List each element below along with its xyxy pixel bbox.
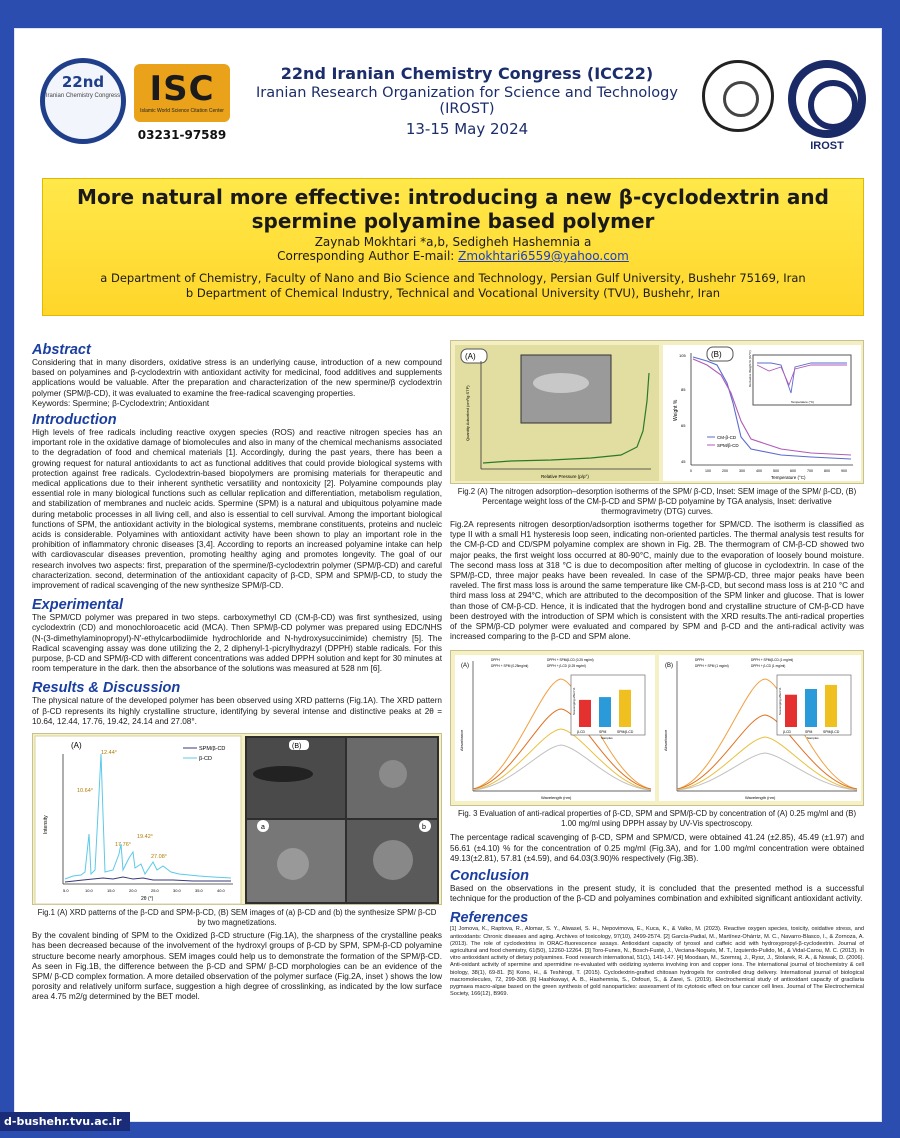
fig2b-ytick: 105 xyxy=(679,353,686,358)
fig1a-legend-2: β-CD xyxy=(199,756,212,763)
figure-3-svg xyxy=(451,651,865,807)
affiliations: a Department of Chemistry, Faculty of Nano and Bio Science and Technology, Persian Gulf University, Bushehr 75169, Iran b Department of Chemical Industry, Technical and Vocational University (TVU), Bushehr, Iran xyxy=(100,271,806,300)
scavenging-bar xyxy=(619,690,631,727)
fig1a-legend-1: SPM/β-CD xyxy=(199,746,226,753)
fig1b-label: (B) xyxy=(292,743,302,751)
fig2b-xtick: 200 xyxy=(722,469,728,473)
fig3a-bar-ylabel: Scavenging effect % xyxy=(572,688,576,716)
experimental-text: The SPM/CD polymer was prepared in two steps. carboxymethyl CD (CM-β-CD) was first synthesized, using cyclodextrin (CD) and monochloroacetic acid (MCA). Then SPM/β-CD polymer was prepared using EDC/NHS (N-(3-dimethylaminopropyl)-N'-ethylcarbodiimide hydrochloride and N-hydroxysuccinimide) chemistry [5]. The Radical scavenging assay was done utilizing the 2, 2 diphenyl-1-picrylhydrazyl (DPPH) stable radicals. For this purpose, β-CD and SPM/β-CD with different concentrations was added DPPH solution and kept for 30 minutes at room temperature in the dark. then the absorbance of the solutions was measured at 528 nm [6]. xyxy=(32,613,442,674)
fig3a-legend-4: DPPH + β-CD (0.25 mg/ml) xyxy=(547,664,586,669)
fig1a-peak-5: 27.08° xyxy=(151,854,167,861)
figure-3-caption: Fig. 3 Evaluation of anti-radical properties of β-CD, SPM and SPM/β-CD by concentration of (A) 0.25 mg/ml and (B) 1.00 mg/ml using DPPH assay by UV-Vis spectroscopy. xyxy=(457,809,857,829)
references-heading: References xyxy=(450,910,529,927)
figure-2-svg xyxy=(451,341,865,485)
sem-particle xyxy=(373,840,413,880)
fig1a-xtick: 5.0 xyxy=(63,888,69,894)
fig2b-inset-ylabel: Derivative Weight % (%/°C) xyxy=(748,350,752,387)
fig1b-panel-a: a xyxy=(261,824,265,832)
congress-info xyxy=(240,64,694,138)
fig2b-ytick: 65 xyxy=(681,423,686,428)
scavenging-bar xyxy=(599,698,611,728)
congress-name: 22nd Iranian Chemistry Congress (ICC22) xyxy=(280,64,654,83)
site-footer-link[interactable]: d-bushehr.tvu.ac.ir xyxy=(0,1112,130,1131)
fig3b-legend-3: DPPH + SPM (1 mg/ml) xyxy=(695,664,729,669)
fig2b-xtick: 900 xyxy=(841,469,847,473)
fig3a-xlabel: Wavelength (nm) xyxy=(541,795,572,801)
fig3b-legend-4: DPPH + β-CD (1 mg/ml) xyxy=(751,664,786,669)
results-text-2: By the covalent binding of SPM to the Oxidized β-CD structure (Fig.1A), the sharpness of the crystalline peaks has been decreased because of the involvement of the hydroxyl groups of β-CD by SPM, SPM-β-CD polyamine structure become nearly amorphous. SEM images could help us to demonstrate the formation of the SPM/β-CD. As seen in Fig.1B, the difference between the β-CD and SPM/ β-CD morphologies can be an evidence of the SPM/ β-CD complex formation. A more detailed observation of the polymer surface (Fig.2A, inset ) shows the low porosity and relatively uniform surface, suggestion a high degree of crosslinking, as indicated by the low surface area 4.75 m2/g determined by the BET model. xyxy=(32,931,442,1002)
scavenging-bar xyxy=(825,685,837,727)
fig1a-xtick: 15.0 xyxy=(107,888,115,894)
fig3a-bar-xlabel: Samples xyxy=(601,736,613,741)
left-column xyxy=(32,340,442,1003)
abstract-heading: Abstract xyxy=(32,342,91,358)
irost-label: IROST xyxy=(810,140,844,152)
fig3b-legend-2: DPPH + SPM/β-CD (1 mg/ml) xyxy=(751,658,794,663)
fig3a-legend-3: DPPH + SPM (0.25mg/ml) xyxy=(491,664,529,669)
fig1a-peak-1: 12.44° xyxy=(101,750,117,757)
poster-header xyxy=(30,48,872,156)
organizer-name: Iranian Research Organization for Science and Technology (IROST) xyxy=(256,85,678,117)
fig1a-xlabel: 2θ (°) xyxy=(141,896,154,903)
fig3b-bar-ylabel: Scavenging effect % xyxy=(778,688,782,716)
isc-code: 03231-97589 xyxy=(137,128,227,142)
chemical-society-seal xyxy=(702,60,774,132)
fig3b-ylabel: Absorbance xyxy=(663,730,668,752)
fig2a-label: (A) xyxy=(465,352,476,361)
scavenging-bar xyxy=(579,700,591,727)
fig3a-ylabel: Absorbance xyxy=(459,730,464,752)
fig2a-xlabel: Relative Pressure (p/p°) xyxy=(541,474,589,479)
fig2b-label: (B) xyxy=(711,350,722,359)
fig2b-inset-xlabel: Temperature (°C) xyxy=(791,400,815,404)
fig1a-xtick: 10.0 xyxy=(85,888,93,894)
fig2b-xtick: 700 xyxy=(807,469,813,473)
isc-logo: ISC Islamic World Science Citation Center xyxy=(134,64,230,122)
results-text-3: Fig.2A represents nitrogen desorption/adsorption isotherms together for SPM/CD. The isotherm is classified as type II with a small H1 hysteresis loop seen, indicating non-oriented particles. The thermal analysis test results for the CM-β-CD and CD/SPM polyamine complex are shown in Fig. 2B. The thermogram of CM-β-CD showed two major peaks, the first weight loss occurred at 80-90°C, mainly due to the evaporation of loosely bound moisture. The second mass loss at 318 °C is due to decomposition after melting of glucose in cyclodextrin. In case of the SPM/β-CD, three major peaks have been revealed. In case of the SPM/β-CD, three major peaks have been raveled. The first mass loss is around the same temperature like CM-β-CD, but second mass loss is at 210 °C and third mass loss at 294°C, which are attributed to the decomposition of the SPM linker and glucose. That is lower than those of CM-β-CD. Hence, it is indicated that the hydrogen bond and crystalline structure of CM-β-CD have been destroyed with the introduction of SPM which is consistent with the XRD results.The anti-radical properties of the SPM/β-CD polymer were evaluated and compared by SPM and β-CD and the anti-radical activity was increased comparing to the β-CD and SPM alone. xyxy=(450,520,864,642)
fig1a-peak-3: 19.42° xyxy=(137,834,153,841)
fig1b-panel xyxy=(245,736,439,904)
fig2b-legend-2: SPM/β-CD xyxy=(717,443,739,448)
title-block xyxy=(42,178,864,316)
experimental-heading: Experimental xyxy=(32,597,124,614)
fig3a-legend-1: DPPH xyxy=(491,658,500,663)
fig1b-panel-b: b xyxy=(422,824,426,832)
fig3a-legend-2: DPPH + SPM/β-CD (0.25 mg/ml) xyxy=(547,658,594,663)
fig3b-bar-label: SPM/β-CD xyxy=(823,730,840,735)
fig2b-xtick: 0 xyxy=(690,469,692,473)
fig1a-peak-4: 17.76° xyxy=(115,842,131,849)
fig1a-xtick: 25.0 xyxy=(151,888,159,894)
fig2b-xtick: 800 xyxy=(824,469,830,473)
scavenging-bar xyxy=(805,689,817,727)
fig1a-ylabel: Intensity xyxy=(43,815,49,835)
fig1a-xtick: 20.0 xyxy=(129,888,137,894)
keywords: Keywords: Spermine; β-Cyclodextrin; Antioxidant xyxy=(32,398,210,408)
fig3b-bar-label: β-CD xyxy=(783,730,791,735)
fig2b-xtick: 100 xyxy=(705,469,711,473)
right-column xyxy=(450,340,864,998)
introduction-heading: Introduction xyxy=(32,412,117,429)
abstract-text: Considering that in many disorders, oxidative stress is an underlying cause, introduction of a new compound based on polyamines and β-cyclodextrin with antioxidant activity for medicinal, food additives and supplements applications would be valuable. After the preparation and characterization of the new spermine/β cyclodextrin polymer (SPM/β-CD), it was evaluated to examine the free-radical scavenging properties. xyxy=(32,358,442,398)
fig1a-xtick: 35.0 xyxy=(195,888,203,894)
authors: Zaynab Mokhtari *a,b, Sedigheh Hashemnia a xyxy=(314,235,592,249)
fig3a-bar-label: β-CD xyxy=(577,730,585,735)
fig2b-ylabel: Weight % xyxy=(673,399,679,421)
fig3b-legend-1: DPPH xyxy=(695,658,704,663)
fig2a-ylabel: Quantity Adsorbed (cm³/g STP) xyxy=(465,385,470,441)
figure-1-svg xyxy=(33,734,441,906)
sem-crack xyxy=(253,766,313,782)
fig2b-xtick: 500 xyxy=(773,469,779,473)
sem-particle xyxy=(277,848,309,880)
figure-3 xyxy=(450,650,864,806)
figure-2-caption: Fig.2 (A) The nitrogen adsorption–desorption isotherms of the SPM/ β-CD, Inset: SEM image of the SPM/ β-CD, (B) Percentage weight loss of the CM-β-CD and SPM/ β-CD polyamine by TGA analysis, Inset: derivative thermogravimetry (DTG) curves. xyxy=(457,487,857,516)
fig1a-xtick: 40.0 xyxy=(217,888,225,894)
sem-particle xyxy=(533,373,589,393)
fig2b-legend-1: CM-β-CD xyxy=(717,435,737,440)
irost-logo xyxy=(788,60,866,138)
congress-date: 13-15 May 2024 xyxy=(405,120,529,138)
introduction-text: High levels of free radicals including reactive oxygen species (ROS) and reactive nitrogen species has an important role in the oxidative damage of biomolecules and also in many of the chemical mechanisms associated to the degradation of food and chemical materials [1]. Accordingly, during the past years, there has been a growing request for natural antioxidants to act as functional additives that could provide biological systems with protection against free radicals. Cyclodextrin-based biopolymers are promising materials for therapeutic and medical applications due to their inherent synthetic versatility and nontoxicity [2]. Polyamine compounds play essential role in many biological functions such as cellular replication and differentiation, metabolism regulation, and stabilization of membranes and nucleic acids. Spermine (SPM) is a natural and ubiquitous polyamine made during metabolic processes in all living cell, and also is essential to cell survival. Among the important biological functions of SPM, the antioxidant activity in the biological systems, membrane constituents, proteins and nucleic acids is considerable. Polyamines with antioxidant activity have been shown to play an important role in the prohibition of inflammatory chronic diseases [3,4]. According to reports an increased polyamine intake can help with cardiovascular diseases prevention, promoting healthy aging and promotes longevity. The goal of our research involves two aspects: first, preparation of the spermine/β-cyclodextrin polymer (SPM/β-CD) and careful characterization. second, determination of the antioxidant capacity of β-CD, SPM and SPM/β-CD, to study the improvement of radical scavenging of the new synthesize SPM/β-CD. xyxy=(32,428,442,591)
conclusion-heading: Conclusion xyxy=(450,868,529,885)
email-link[interactable]: Zmokhtari6559@yahoo.com xyxy=(458,249,629,263)
fig2b-ytick: 85 xyxy=(681,387,686,392)
fig3b-panel xyxy=(659,655,861,801)
figure-2 xyxy=(450,340,864,484)
fig3a-bar-label: SPM/β-CD xyxy=(617,730,634,735)
fig3b-label: (B) xyxy=(665,663,673,670)
references-text: [1] Jomova, K., Raptova, R., Alomar, S. Y., Alwasel, S. H., Nepovimova, E., Kuca, K., & Valko, M. (2023). Reactive oxygen species, toxicity, oxidative stress, and antioxidants: Chronic diseases and aging. Archives of toxicology, 97(10), 2499-2574. [2] García-Padial, M., Martínez-Ohárriz, M. C., Navarro-Blasco, I., & Zornoza, A. (2013). The role of cyclodextrins in ORAC-fluorescence assays. Antioxidant capacity of tyrosol and caffeic acid with hydroxypropyl-β-cyclodextrin. Journal of agricultural and food chemistry, 61(50), 12260-12264. [3] Toro-Funes, N., Bosch-Fusté, J., Veciana-Nogués, M. T., Izquierdo-Pulido, M., & Vidal-Carou, M. C. (2013). In vitro antioxidant activity of dietary polyamines. Food research international, 51(1), 141-147. [4] Moodaan, M., Szemraj, J., Rysz, J., Stolarek, R. A., & Nowak, D. (2006). Anti-oxidant activity of spermine and spermidine re-evaluated with oxidizing systems involving iron and copper ions. The international journal of biochemistry & cell biology, 38(1), 69-81. [5] Kono, H., & Teshirogi, T. (2015). Cyclodextrin-grafted chitosan hydrogels for controlled drug delivery. International journal of biological macromolecules, 72, 299-308. [6] Hashkavayi, A. B., Hashemnia, S., Osfouri, S., & Zarei, S. (2019). Electrochemical study of antioxidant capacity of gracilaria pygmaea macro-algae based on the green synthesis of gold nanoparticles: assessment of its cytotoxic effect on four cancer cell lines. Journal of The Electrochemical Society, 166(12), B969. xyxy=(450,926,864,998)
figure-1 xyxy=(32,733,442,905)
fig3a-label: (A) xyxy=(461,663,469,670)
fig3b-bar-xlabel: Samples xyxy=(807,736,819,741)
scavenging-bar xyxy=(785,695,797,727)
fig3b-xlabel: Wavelength (nm) xyxy=(745,795,776,801)
fig2b-xtick: 600 xyxy=(790,469,796,473)
fig3b-bar-label: SPM xyxy=(805,730,813,735)
results-text-1: The physical nature of the developed polymer has been observed using XRD patterns (Fig.1A). The XRD pattern of β-CD represents its highly crystalline structure, identifying by several intense and distinctive peaks at 2θ = 10.64, 12.44, 17.76, 19.42, 24.14 and 27.08°. xyxy=(32,696,442,726)
sem-particle xyxy=(379,760,407,788)
fig2b-xlabel: Temperature (°C) xyxy=(771,475,806,480)
fig1a-peak-2: 10.64° xyxy=(77,788,93,795)
fig2b-dtg-inset xyxy=(753,355,851,405)
poster-title: More natural more effective: introducing a new β-cyclodextrin and spermine polyamine based polymer xyxy=(77,185,829,233)
congress-logo: 22nd Iranian Chemistry Congress xyxy=(40,58,126,144)
fig3a-bar-label: SPM xyxy=(599,730,607,735)
fig1a-xtick: 30.0 xyxy=(173,888,181,894)
fig2b-ytick: 45 xyxy=(681,459,686,464)
results-heading: Results & Discussion xyxy=(32,680,181,697)
corresponding-author: Corresponding Author E-mail: Zmokhtari6559@yahoo.com xyxy=(277,249,629,263)
fig2b-xtick: 300 xyxy=(739,469,745,473)
fig2b-xtick: 400 xyxy=(756,469,762,473)
results-text-4: The percentage radical scavenging of β-CD, SPM and SPM/CD, were obtained 41.24 (±2.85), 45.49 (±1.97) and 56.61 (±4.10) % for the concentration of 0.25 mg/ml (Fig.3A), and for 1.00 mg/ml concentration were obtained 49.13(±2.81), 57.81 (±4.59), and 64.03(3.90)% respectively (Fig.3B). xyxy=(450,833,864,863)
fig1a-label: (A) xyxy=(71,741,82,751)
conclusion-text: Based on the observations in the present study, it is concluded that the presented method is a successful technique for the production of the β-CD and polyamines combination and exhibited significant antioxidant activity. xyxy=(450,884,864,904)
fig3a-panel xyxy=(455,655,655,801)
figure-1-caption: Fig.1 (A) XRD patterns of the β-CD and SPM-β-CD, (B) SEM images of (a) β-CD and (b) the synthesize SPM/ β-CD by two magnetizations. xyxy=(37,908,437,928)
